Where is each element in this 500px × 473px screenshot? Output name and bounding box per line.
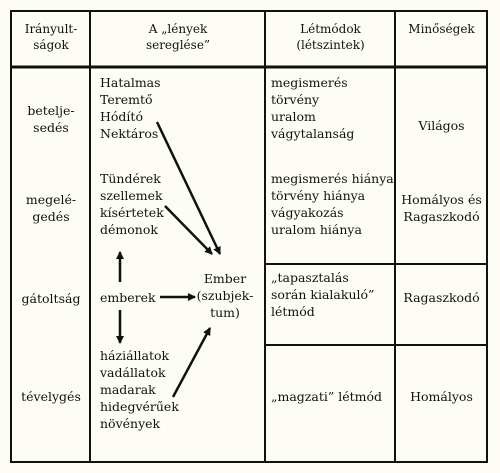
- modes-fetal: „magzati” létmód: [271, 389, 383, 404]
- header-beings: A „lények sereglése”: [145, 22, 211, 52]
- arrow-spirits-to-human: [165, 206, 212, 254]
- center-human-subject: Ember (szubjek- tum): [196, 271, 254, 320]
- beings-animals-list: háziállatok vadállatok madarak hidegvérűek növények: [100, 348, 179, 431]
- header-orientations: Irányult- ságok: [24, 22, 78, 52]
- arrow-gods-to-human: [157, 122, 220, 254]
- beings-humans-label: emberek: [100, 290, 156, 305]
- quality-attached: Ragaszkodó: [403, 290, 480, 305]
- modes-lack-list: megismerés hiánya törvény hiánya vágyakozás uralom hiánya: [271, 171, 394, 237]
- header-qualities: Minőségek: [408, 22, 475, 36]
- orientation-restraint: gátoltság: [21, 291, 81, 306]
- modes-top-list: megismerés törvény uralom vágytalanság: [271, 75, 355, 141]
- being-chart: [10, 10, 488, 463]
- beings-spirits-list: Tündérek szellemek kísértetek démonok: [100, 171, 164, 237]
- quality-obscure: Homályos: [410, 389, 473, 404]
- beings-gods-list: Hatalmas Teremtő Hódító Nektáros: [100, 75, 161, 141]
- modes-experience: „tapasztalás során kialakuló” létmód: [271, 270, 375, 319]
- orientation-fulfillment: betelje- sedés: [27, 103, 75, 135]
- quality-obscure-attached: Homályos és Ragaszkodó: [401, 192, 482, 224]
- orientation-delusion: tévelygés: [21, 389, 81, 404]
- quality-clear: Világos: [418, 118, 465, 133]
- orientation-contentment: megelé- gedés: [25, 192, 77, 224]
- header-modes: Létmódok (létszintek): [296, 22, 365, 52]
